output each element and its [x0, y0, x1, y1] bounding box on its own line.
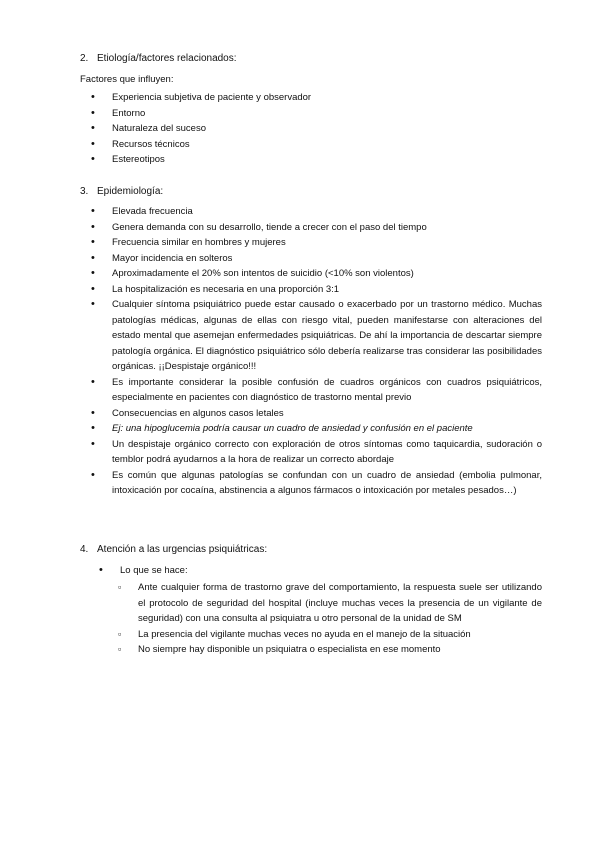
list-item: • Cualquier síntoma psiquiátrico puede estar causado o exacerbado por un trastorno médico. Muchas patologías médicas, algunas de ellas con riesgo vital, pueden manifestarse con alteraciones del estado mental que asemejan enfermedades psiquiátricas. De ahí la importancia de descartar siempre patología orgánica. El diagnóstico psiquiátrico sólo debería realizarse tras considerar las posibilidades orgánicas. ¡¡Despistaje orgánico!!! [112, 297, 542, 375]
section-4-sub-label: • Lo que se hace: [120, 563, 540, 579]
section-4-title: Atención a las urgencias psiquiátricas: [97, 544, 268, 555]
section-3-number: 3. [80, 186, 89, 197]
list-item: • Es común que algunas patologías se confundan con un cuadro de ansiedad (embolia pulmonar, intoxicación por cocaína, abstinencia a algunos fármacos o intoxicación por metales pesados…) [112, 468, 542, 499]
list-item: • Naturaleza del suceso [112, 121, 532, 137]
list-item: • Mayor incidencia en solteros [112, 251, 542, 267]
section-3-heading [80, 186, 163, 197]
section-4-heading [80, 544, 267, 555]
section-3-title: Epidemiología: [97, 186, 164, 197]
list-item: • Aproximadamente el 20% son intentos de suicidio (<10% son violentos) [112, 266, 542, 282]
list-item: ▫ No siempre hay disponible un psiquiatra o especialista en ese momento [138, 642, 542, 658]
section-2-subtitle: Factores que influyen: [80, 74, 174, 85]
list-item: • Frecuencia similar en hombres y mujeres [112, 235, 542, 251]
list-item: • Estereotipos [112, 152, 532, 168]
list-item: • Un despistaje orgánico correcto con exploración de otros síntomas como taquicardia, sudoración o temblor podrá ayudarnos a la hora de realizar un correcto abordaje [112, 437, 542, 468]
list-item: • Es importante considerar la posible confusión de cuadros orgánicos con cuadros psiquiátricos, especialmente en pacientes con diagnóstico de trastorno mental previo [112, 375, 542, 406]
list-item: • Entorno [112, 106, 532, 122]
section-2-heading [80, 53, 237, 64]
section-4-list [120, 563, 540, 579]
list-item: • Genera demanda con su desarrollo, tiende a crecer con el paso del tiempo [112, 220, 542, 236]
section-2-list [112, 90, 532, 168]
list-item: • Consecuencias en algunos casos letales [112, 406, 542, 422]
list-item: • Elevada frecuencia [112, 204, 542, 220]
section-2-number: 2. [80, 53, 89, 64]
section-2-title: Etiología/factores relacionados: [97, 53, 237, 64]
list-item: • Recursos técnicos [112, 137, 532, 153]
section-3-list [112, 204, 542, 499]
list-item: • Experiencia subjetiva de paciente y observador [112, 90, 532, 106]
section-4-sublist [138, 580, 542, 658]
section-4-number: 4. [80, 544, 89, 555]
list-item: • Ej: una hipoglucemia podría causar un cuadro de ansiedad y confusión en el paciente [112, 421, 542, 437]
list-item: ▫ Ante cualquier forma de trastorno grave del comportamiento, la respuesta suele ser utilizando el protocolo de seguridad del hospital (incluye muchas veces la presencia de un vigilante de seguridad) con una consulta al psiquiatra u otro personal de la unidad de SM [138, 580, 542, 627]
list-item: ▫ La presencia del vigilante muchas veces no ayuda en el manejo de la situación [138, 627, 542, 643]
list-item: • La hospitalización es necesaria en una proporción 3:1 [112, 282, 542, 298]
